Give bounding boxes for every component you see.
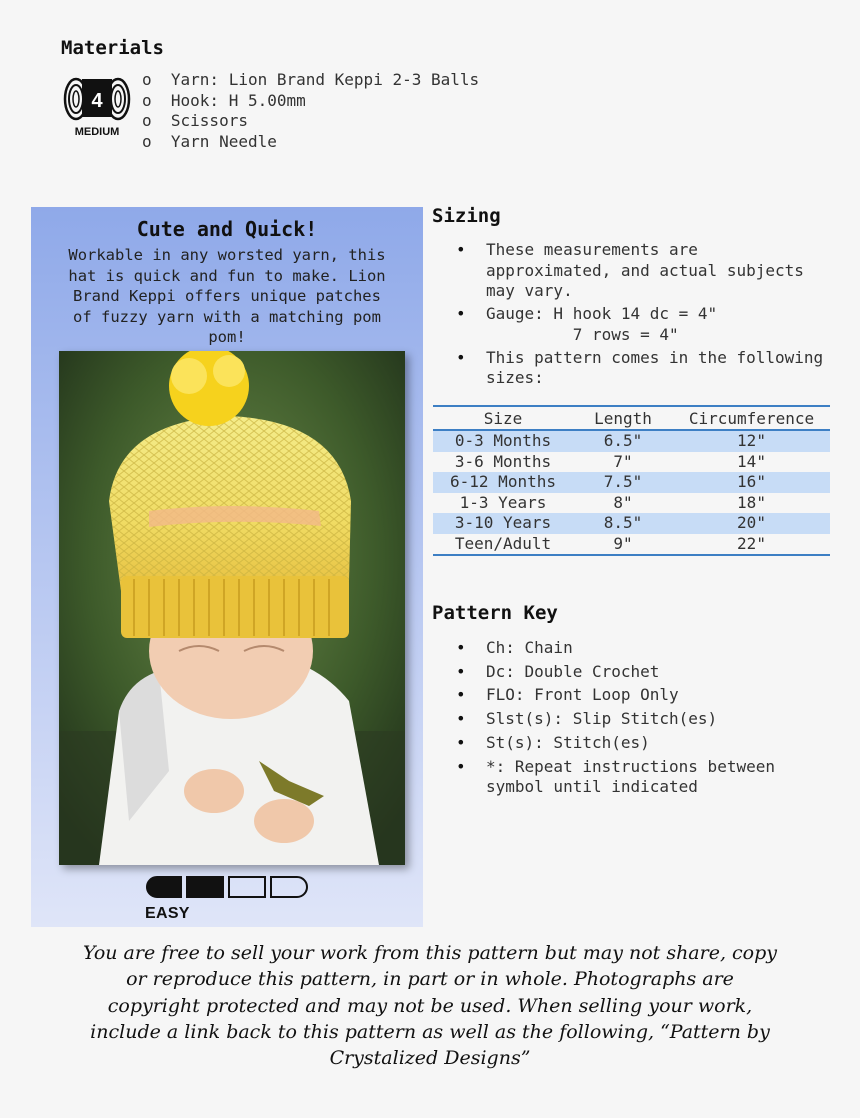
table-cell: 18" — [737, 492, 766, 512]
sizing-bullet-approximate — [432, 240, 832, 302]
table-header-circumference: Circumference — [673, 406, 830, 430]
yarn-weight-medium-icon — [62, 70, 132, 140]
gauge-line-1: Gauge: H hook 14 dc = 4" — [486, 304, 718, 324]
table-cell: 6-12 Months — [433, 472, 573, 493]
table-cell: Teen/Adult — [433, 534, 573, 556]
materials-heading: Materials — [61, 37, 164, 59]
table-header-length: Length — [573, 406, 673, 430]
pattern-key-item: • Ch: Chain — [432, 638, 832, 659]
size-table — [433, 405, 830, 556]
difficulty-rating — [143, 875, 313, 899]
table-cell: 20" — [673, 513, 830, 534]
table-row — [433, 472, 830, 493]
yarn-weight-label: MEDIUM — [74, 126, 120, 138]
table-cell: 12" — [673, 430, 830, 452]
sizing-list — [432, 240, 832, 391]
sizing-bullet-gauge — [432, 304, 832, 345]
table-header-size: Size — [433, 406, 573, 430]
promo-title: Cute and Quick! — [136, 217, 318, 241]
table-cell: 9" — [573, 534, 673, 556]
copyright-notice: You are free to sell your work from this pattern but may not share, copy or reproduce this pattern, in part or in whole. Photographs are copyright protected and may not be used. When selling your work, include a link back to this pattern as well as the following, “Pattern by Crystalized Designs” — [82, 942, 778, 1070]
pattern-key-list — [432, 638, 832, 801]
materials-item-needle: o Yarn Needle — [142, 132, 277, 152]
table-row — [433, 452, 830, 473]
table-cell: 1-3 Years — [459, 492, 547, 512]
materials-item-hook: o Hook: H 5.00mm — [142, 90, 306, 110]
table-cell: 8.5" — [573, 513, 673, 534]
table-cell: 16" — [673, 472, 830, 493]
difficulty-label: EASY — [145, 905, 190, 922]
pattern-key-item: • Dc: Double Crochet — [432, 662, 832, 683]
table-cell: 6.5" — [573, 430, 673, 452]
promo-description: Workable in any worsted yarn, this hat is quick and fun to make. Lion Brand Keppi offers unique patches of fuzzy yarn with a matching pom pom! — [68, 246, 386, 347]
difficulty-segment-1 — [147, 877, 181, 897]
table-cell: 14" — [737, 451, 766, 471]
pattern-key-item: • FLO: Front Loop Only — [432, 685, 832, 706]
table-cell: 3-6 Months — [454, 451, 552, 471]
sizing-bullet-approximate-text: These measurements are approximated, and actual subjects may vary. — [486, 240, 804, 301]
pattern-key-item: • St(s): Stitch(es) — [432, 733, 832, 754]
materials-item-scissors: o Scissors — [142, 111, 248, 131]
table-cell: 0-3 Months — [433, 430, 573, 452]
table-row — [433, 493, 830, 514]
pattern-key-item: • *: Repeat instructions between symbol until indicated — [432, 757, 832, 798]
gauge-line-2: 7 rows = 4" — [486, 324, 679, 344]
sizing-bullet-sizes-text: This pattern comes in the following sizes: — [486, 347, 824, 388]
difficulty-segment-2 — [187, 877, 223, 897]
sizing-bullet-sizes — [432, 348, 832, 389]
table-cell: 3-10 Years — [433, 513, 573, 534]
table-cell: 7.5" — [573, 472, 673, 493]
table-row — [433, 534, 830, 556]
table-cell: 8" — [613, 492, 633, 512]
baby-hat-photo — [59, 351, 405, 865]
sizing-heading: Sizing — [432, 205, 501, 227]
difficulty-segment-4 — [271, 877, 307, 897]
table-cell: 22" — [673, 534, 830, 556]
difficulty-segment-3 — [229, 877, 265, 897]
promo-panel — [31, 207, 423, 927]
pattern-key-heading: Pattern Key — [432, 602, 558, 624]
materials-item-yarn: o Yarn: Lion Brand Keppi 2-3 Balls — [142, 70, 480, 89]
yarn-weight-number: 4 — [91, 90, 103, 112]
pattern-key-item: • Slst(s): Slip Stitch(es) — [432, 709, 832, 730]
table-cell: 7" — [613, 451, 633, 471]
table-row — [433, 513, 830, 534]
table-row — [433, 430, 830, 452]
materials-list — [142, 70, 479, 153]
